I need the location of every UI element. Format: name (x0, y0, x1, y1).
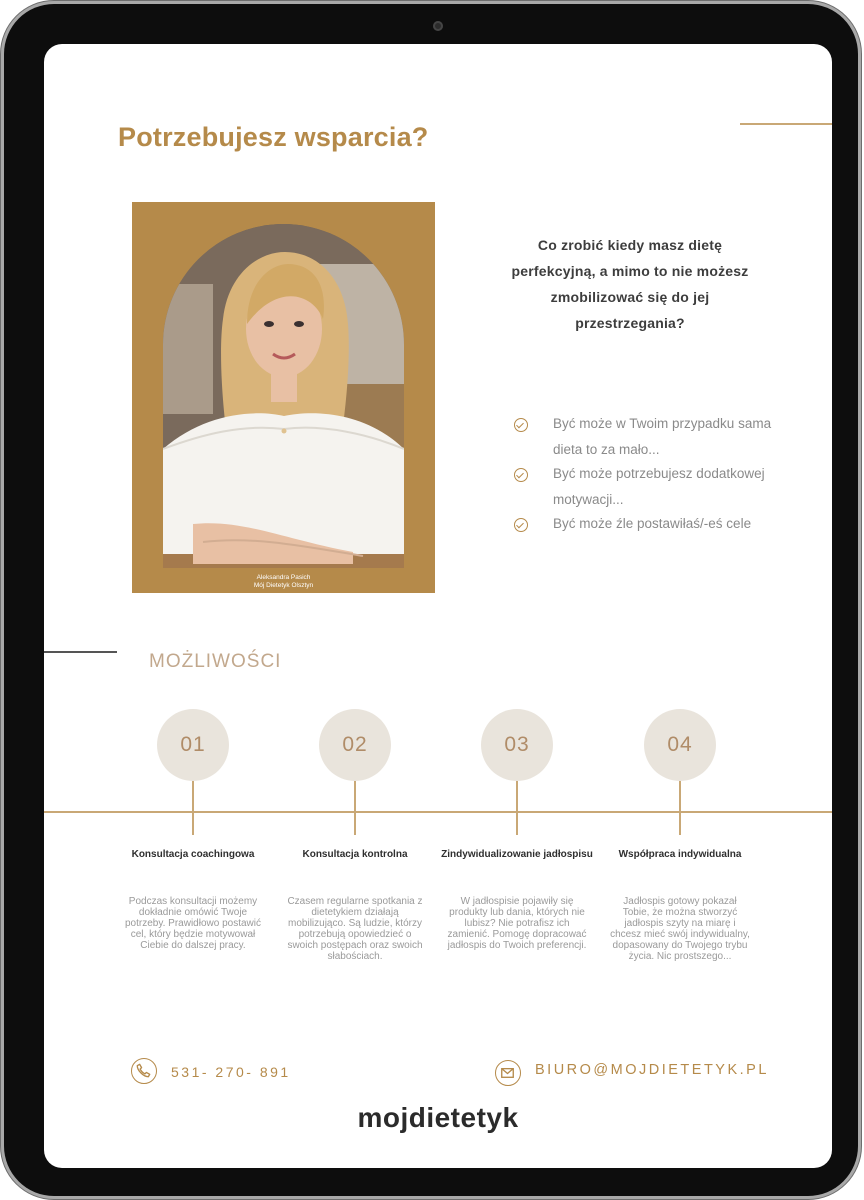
decorative-line-section (44, 651, 117, 653)
step-title: Konsultacja coachingowa (131, 849, 255, 860)
step-description: W jadłospisie pojawiły się produkty lub dania, których nie lubisz? Nie potrafisz ich zamienić. Pomogę dopracować jadłospis do Twoich preferencji. (447, 896, 587, 951)
step-connector (679, 781, 681, 835)
screen (44, 44, 832, 1168)
list-item (512, 511, 752, 561)
phone-number[interactable]: 531- 270- 891 (171, 1064, 291, 1080)
phone-icon[interactable] (131, 1058, 157, 1084)
decorative-line-top (740, 123, 832, 125)
portrait-photo (163, 224, 404, 568)
step-title: Zindywidualizowanie jadłospisu (441, 849, 593, 860)
check-circle-icon (514, 518, 528, 532)
timeline-line (44, 811, 832, 813)
step-connector (192, 781, 194, 835)
portrait-card (132, 202, 435, 593)
step-description: Jadłospis gotowy pokazał Tobie, że można stworzyć jadłospis szyty na miarę i chcesz mieć swój indywidualny, dopasowany do Twojego trybu życia. Nic prostszego... (610, 896, 750, 962)
email-address[interactable]: BIURO@MOJDIETETYK.PL (535, 1062, 769, 1078)
step-connector (516, 781, 518, 835)
portrait-illustration (163, 224, 404, 568)
list-item (512, 461, 765, 511)
list-item (512, 411, 772, 461)
bullet-text: Być może źle postawiłaś/-eś cele (553, 516, 752, 531)
step-number: 01 (157, 709, 229, 781)
step-number: 03 (481, 709, 553, 781)
step-number: 02 (319, 709, 391, 781)
step-title: Konsultacja kontrolna (302, 849, 408, 860)
envelope-icon[interactable] (495, 1060, 521, 1086)
step-description: Czasem regularne spotkania z dietetykiem działają mobilizująco. Są ludzie, którzy potrzebują opowiedzieć o swoich postępach oraz swoich słabościach. (287, 896, 423, 962)
check-circle-icon (514, 418, 528, 432)
brand-logo: mojdietetyk (357, 1102, 519, 1133)
portrait-caption-name: Aleksandra Pasich (256, 574, 311, 581)
bullet-text: Być może potrzebujesz dodatkowej motywacji... (553, 466, 765, 507)
page-title: Potrzebujesz wsparcia? (118, 122, 429, 152)
step-number: 04 (644, 709, 716, 781)
section-title: MOŻLIWOŚCI (149, 651, 282, 672)
step-description: Podczas konsultacji możemy dokładnie omówić Twoje potrzeby. Prawidłowo postawić cel, który będzie motywował Ciebie do dalszej pracy. (125, 896, 261, 951)
step-connector (354, 781, 356, 835)
tablet-frame (4, 4, 858, 1196)
portrait-caption-subtitle: Mój Dietetyk Olsztyn (253, 582, 314, 589)
camera-icon (433, 21, 443, 31)
question-text: Co zrobić kiedy masz dietę perfekcyjną, a mimo to nie możesz zmobilizować się do jej przestrzegania? (511, 237, 749, 331)
bullet-list (512, 411, 772, 561)
step-title: Współpraca indywidualna (618, 849, 742, 860)
bullet-text: Być może w Twoim przypadku sama dieta to za mało... (553, 416, 772, 457)
check-circle-icon (514, 468, 528, 482)
